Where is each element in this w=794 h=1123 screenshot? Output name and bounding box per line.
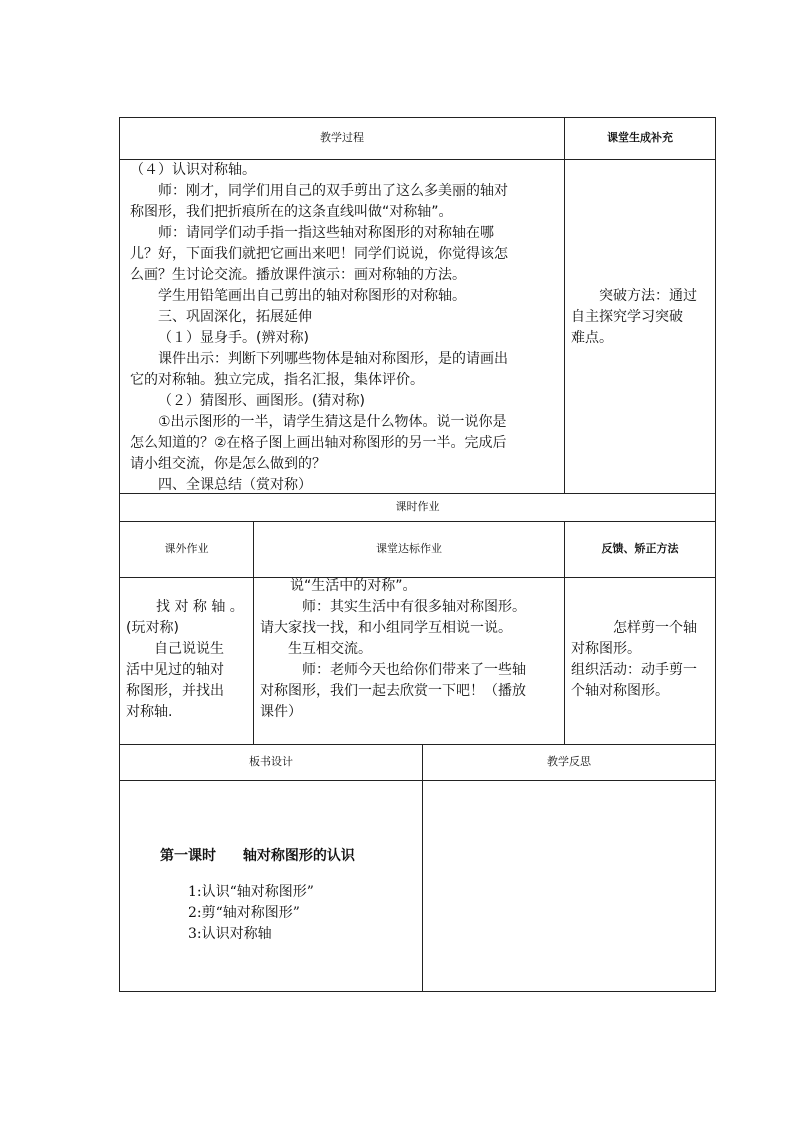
process-line: 学生用铅笔画出自己剪出的轴对称图形的对称轴。 [158,288,466,304]
process-line: 么画？生讨论交流。播放课件演示：画对称轴的方法。 [130,267,466,283]
feedback-text [571,618,713,702]
outside-line: 活中见过的轴对 [126,662,224,678]
row-divider [119,780,716,781]
header-homework: 课时作业 [395,500,440,513]
header-teaching-reflection: 教学反思 [547,755,591,768]
feedback-line: 对称图形。 [571,641,641,657]
col-divider [564,117,565,494]
outside-line: 找 对 称 轴 。 [156,599,244,615]
process-text [130,160,560,496]
supplement-text [571,286,713,349]
feedback-line: 个轴对称图形。 [571,683,669,699]
standard-line: 师：其实生活中有很多轴对称图形。 [302,599,526,615]
process-line: 四、全课总结（赏对称） [158,477,312,493]
process-line: （２）猜图形、画图形。(猜对称) [158,393,365,409]
board-design-content [160,846,415,945]
process-line: （１）显身手。(辨对称) [158,330,309,346]
board-title-right: 轴对称图形的认识 [242,848,355,864]
feedback-line: 组织活动：动手剪一 [571,662,697,678]
feedback-line: 怎样剪一个轴 [613,620,697,636]
process-line: 课件出示：判断下列哪些物体是轴对称图形，是的请画出 [158,351,508,367]
outside-line: 称图形，并找出 [126,683,224,699]
supplement-line: 难点。 [571,330,613,346]
standard-line: 请大家找一找，和小组同学互相说一说。 [260,620,512,636]
process-line: 请小组交流，你是怎么做到的？ [130,456,326,472]
header-standard-homework: 课堂达标作业 [376,542,442,555]
process-line: （４）认识对称轴。 [130,162,256,178]
header-feedback-method: 反馈、矫正方法 [601,542,679,555]
header-teaching-process: 教学过程 [320,131,364,144]
supplement-line: 突破方法：通过 [599,288,697,304]
board-title [160,846,415,866]
process-line: ①出示图形的一半，请学生猜这是什么物体。说一说你是 [158,414,507,430]
header-outside-homework: 课外作业 [164,542,209,555]
process-line: 它的对称轴。独立完成，指名汇报，集体评价。 [130,372,424,388]
process-line: 儿？好，下面我们就把它画出来吧！同学们说说，你觉得该怎 [130,246,508,262]
supplement-line: 自主探究学习突破 [571,309,683,325]
standard-line: 生互相交流。 [288,641,372,657]
standard-line: 对称图形，我们一起去欣赏一下吧！（播放 [260,683,526,699]
outside-line: (玩对称) [126,620,179,636]
process-line: 怎么知道的？②在格子图上画出轴对称图形的另一半。完成后 [130,435,507,451]
row-divider [119,744,716,745]
process-line: 师：请同学们动手指一指这些轴对称图形的对称轴在哪 [158,225,494,241]
standard-line: 师：老师今天也给你们带来了一些轴 [302,662,526,678]
standard-line: 说“生活中的对称”。 [290,578,417,594]
board-item: 2:剪“轴对称图形” [188,905,300,921]
row-divider [119,521,716,522]
standard-homework-text [260,576,562,723]
header-board-design: 板书设计 [249,755,293,768]
process-line: 称图形，我们把折痕所在的这条直线叫做“对称轴”。 [130,204,453,220]
board-item: 1:认识“轴对称图形” [188,884,314,900]
process-line: 三、巩固深化，拓展延伸 [158,309,312,325]
outside-line: 对称轴. [126,704,173,720]
board-item: 3:认识对称轴 [188,926,272,942]
outside-homework-text [126,597,250,723]
outside-line: 自己说说生 [154,641,224,657]
process-line: 师：刚才，同学们用自己的双手剪出了这么多美丽的轴对 [158,183,508,199]
table-border-right [715,117,716,992]
col-divider [422,744,423,992]
table-border-top [119,117,716,118]
standard-line: 课件） [260,704,302,720]
board-title-left: 第一课时 [160,848,216,864]
table-border-bottom [119,991,716,992]
header-class-supplement: 课堂生成补充 [607,131,673,144]
